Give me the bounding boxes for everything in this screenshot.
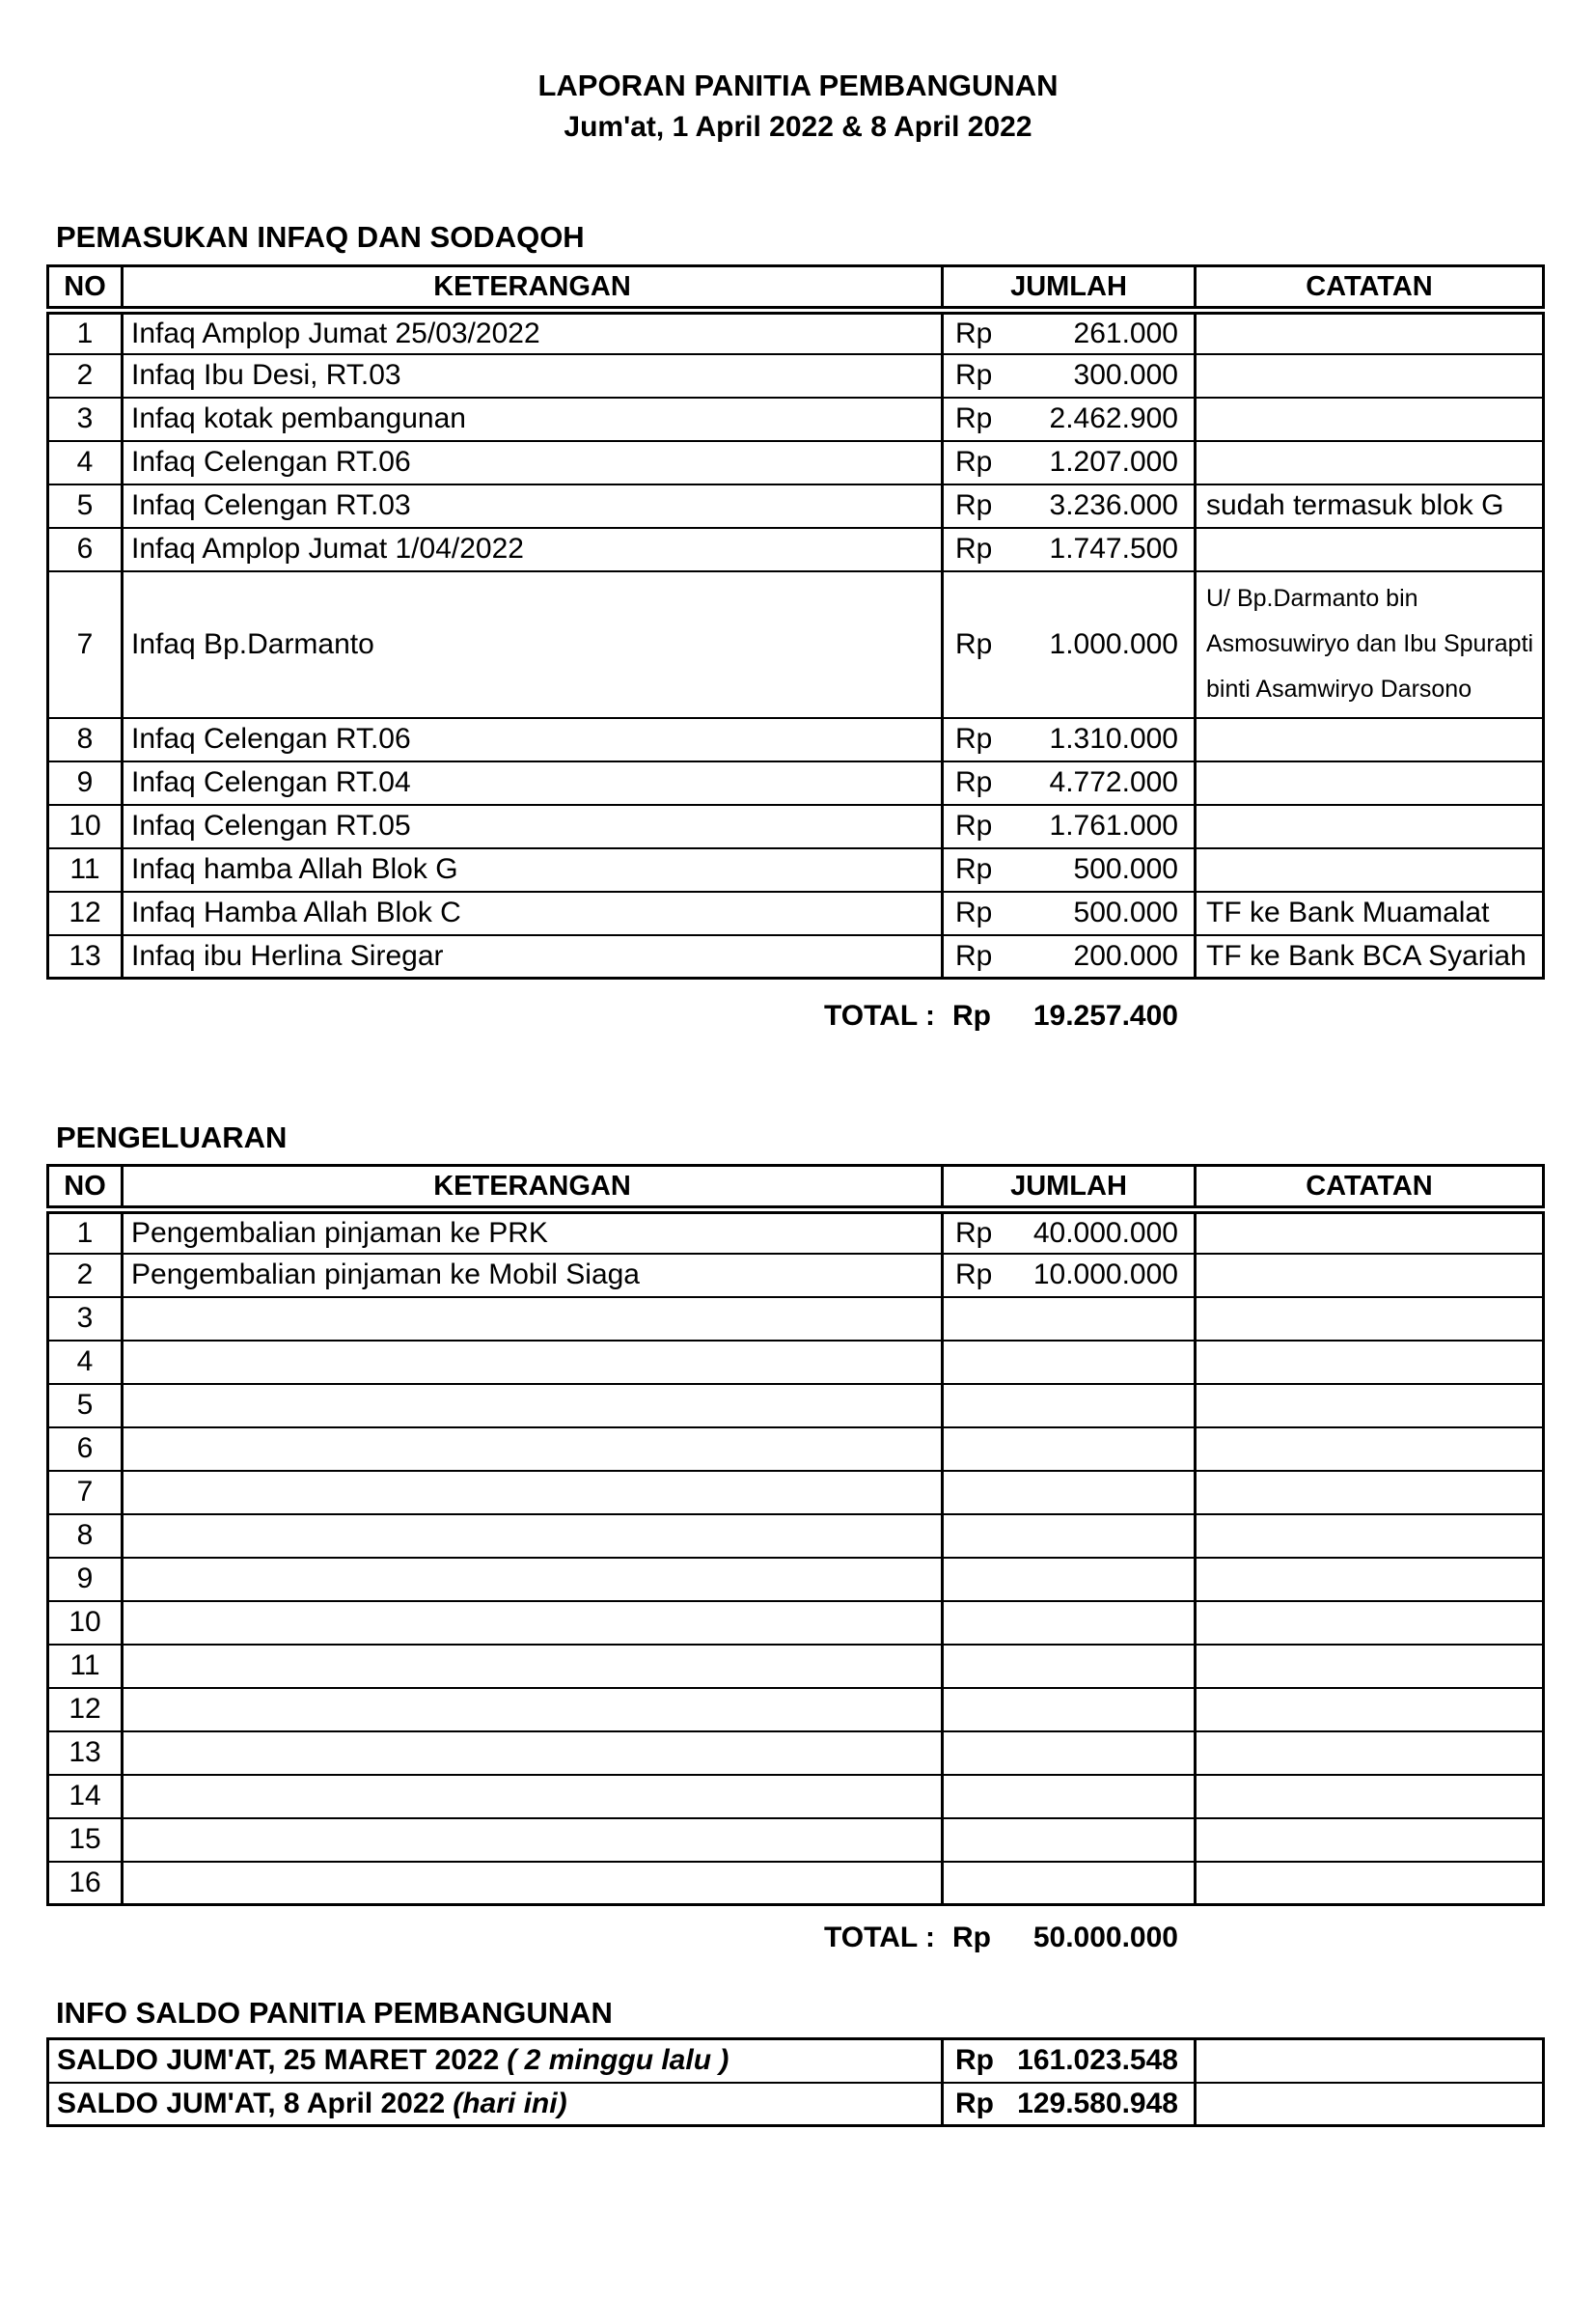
saldo-catatan xyxy=(1196,2039,1544,2083)
row-jumlah xyxy=(943,528,1196,571)
row-no: 9 xyxy=(48,761,123,805)
col-header-catatan: CATATAN xyxy=(1196,1166,1544,1210)
row-no: 13 xyxy=(48,935,123,979)
amount: 3.236.000 xyxy=(1049,489,1178,521)
amount: 2.462.900 xyxy=(1049,402,1178,434)
row-jumlah xyxy=(943,1775,1196,1818)
row-no: 10 xyxy=(48,1601,123,1645)
row-no: 1 xyxy=(48,1210,123,1254)
currency-label: Rp xyxy=(955,2087,994,2119)
table-row xyxy=(48,848,1544,892)
row-catatan xyxy=(1196,441,1544,484)
row-no: 11 xyxy=(48,848,123,892)
row-no: 12 xyxy=(48,1688,123,1731)
currency-label: Rp xyxy=(952,999,991,1032)
row-no: 11 xyxy=(48,1645,123,1688)
row-catatan xyxy=(1196,1210,1544,1254)
table-row xyxy=(48,1471,1544,1514)
col-header-jumlah: JUMLAH xyxy=(943,266,1196,311)
table-row xyxy=(48,1731,1544,1775)
total-label: TOTAL : xyxy=(824,999,935,1032)
row-catatan xyxy=(1196,1341,1544,1384)
row-no: 4 xyxy=(48,441,123,484)
row-jumlah xyxy=(943,1427,1196,1471)
table-row xyxy=(48,354,1544,398)
row-jumlah xyxy=(943,441,1196,484)
income-table xyxy=(46,264,1545,980)
saldo-note: (hari ini) xyxy=(453,2087,567,2119)
amount: 161.023.548 xyxy=(1017,2044,1178,2077)
amount: 1.207.000 xyxy=(1049,446,1178,478)
row-keterangan: Infaq Amplop Jumat 1/04/2022 xyxy=(123,528,943,571)
currency-label: Rp xyxy=(955,317,993,349)
income-header-row xyxy=(48,266,1544,311)
table-row xyxy=(48,1862,1544,1905)
table-row xyxy=(48,761,1544,805)
row-keterangan xyxy=(123,1341,943,1384)
row-catatan xyxy=(1196,805,1544,848)
row-jumlah xyxy=(943,1688,1196,1731)
row-catatan xyxy=(1196,1254,1544,1297)
total-label: TOTAL : xyxy=(824,1921,935,1953)
currency-label: Rp xyxy=(955,533,993,565)
row-no: 8 xyxy=(48,1514,123,1558)
row-catatan xyxy=(1196,1601,1544,1645)
row-jumlah xyxy=(943,1601,1196,1645)
row-keterangan xyxy=(123,1862,943,1905)
row-jumlah xyxy=(943,761,1196,805)
row-no: 4 xyxy=(48,1341,123,1384)
table-row xyxy=(48,528,1544,571)
catatan-line: binti Asamwiryo Darsono xyxy=(1206,676,1472,703)
row-no: 5 xyxy=(48,484,123,528)
saldo-jumlah xyxy=(943,2039,1196,2083)
row-keterangan: Infaq Bp.Darmanto xyxy=(123,571,943,718)
table-row xyxy=(48,1254,1544,1297)
row-jumlah xyxy=(943,1862,1196,1905)
row-keterangan: Infaq Celengan RT.05 xyxy=(123,805,943,848)
table-row xyxy=(48,1210,1544,1254)
saldo-label xyxy=(48,2039,943,2083)
row-no: 8 xyxy=(48,718,123,761)
row-jumlah xyxy=(943,571,1196,718)
row-no: 3 xyxy=(48,1297,123,1341)
row-keterangan: Infaq Celengan RT.06 xyxy=(123,441,943,484)
amount: 200.000 xyxy=(1073,939,1178,972)
row-jumlah xyxy=(943,1558,1196,1601)
row-jumlah xyxy=(943,484,1196,528)
row-no: 9 xyxy=(48,1558,123,1601)
table-row xyxy=(48,1384,1544,1427)
currency-label: Rp xyxy=(955,810,993,842)
amount: 1.747.500 xyxy=(1049,533,1178,565)
table-row xyxy=(48,1558,1544,1601)
row-jumlah xyxy=(943,311,1196,354)
row-catatan: sudah termasuk blok G xyxy=(1196,484,1544,528)
page-title: LAPORAN PANITIA PEMBANGUNAN xyxy=(537,69,1059,102)
expense-header-row xyxy=(48,1166,1544,1210)
row-no: 15 xyxy=(48,1818,123,1862)
table-row xyxy=(48,892,1544,935)
total-amount: 19.257.400 xyxy=(1032,999,1178,1032)
currency-label: Rp xyxy=(955,627,993,660)
row-jumlah xyxy=(943,1731,1196,1775)
row-no: 7 xyxy=(48,1471,123,1514)
row-keterangan xyxy=(123,1601,943,1645)
row-keterangan: Infaq Celengan RT.04 xyxy=(123,761,943,805)
total-amount: 50.000.000 xyxy=(1032,1921,1178,1953)
amount: 500.000 xyxy=(1073,853,1178,885)
currency-label: Rp xyxy=(955,897,993,928)
row-keterangan: Infaq Amplop Jumat 25/03/2022 xyxy=(123,311,943,354)
row-keterangan: Infaq kotak pembangunan xyxy=(123,398,943,441)
catatan-line: Asmosuwiryo dan Ibu Spurapti xyxy=(1206,630,1534,657)
currency-label: Rp xyxy=(955,489,993,521)
income-total-row xyxy=(46,994,1542,1038)
table-row xyxy=(48,1514,1544,1558)
saldo-catatan xyxy=(1196,2083,1544,2126)
row-no: 7 xyxy=(48,571,123,718)
row-catatan xyxy=(1196,1471,1544,1514)
row-no: 3 xyxy=(48,398,123,441)
row-no: 1 xyxy=(48,311,123,354)
row-keterangan xyxy=(123,1645,943,1688)
row-keterangan xyxy=(123,1514,943,1558)
table-row xyxy=(48,1818,1544,1862)
amount: 1.000.000 xyxy=(1049,627,1178,660)
row-jumlah xyxy=(943,1514,1196,1558)
row-catatan xyxy=(1196,311,1544,354)
row-no: 6 xyxy=(48,1427,123,1471)
row-catatan xyxy=(1196,1514,1544,1558)
row-catatan xyxy=(1196,1297,1544,1341)
table-row xyxy=(48,441,1544,484)
report-title-block xyxy=(0,68,1596,145)
col-header-jumlah: JUMLAH xyxy=(943,1166,1196,1210)
table-row xyxy=(48,1297,1544,1341)
row-catatan xyxy=(1196,848,1544,892)
row-no: 13 xyxy=(48,1731,123,1775)
row-no: 12 xyxy=(48,892,123,935)
row-no: 2 xyxy=(48,1254,123,1297)
row-keterangan: Infaq Hamba Allah Blok C xyxy=(123,892,943,935)
table-row xyxy=(48,1688,1544,1731)
row-jumlah xyxy=(943,935,1196,979)
row-catatan: TF ke Bank Muamalat xyxy=(1196,892,1544,935)
col-header-keterangan: KETERANGAN xyxy=(123,1166,943,1210)
currency-label: Rp xyxy=(952,1921,991,1953)
row-jumlah xyxy=(943,1384,1196,1427)
row-keterangan xyxy=(123,1731,943,1775)
row-jumlah xyxy=(943,1297,1196,1341)
row-keterangan: Infaq Ibu Desi, RT.03 xyxy=(123,354,943,398)
expense-section-heading: PENGELUARAN xyxy=(56,1120,288,1154)
amount: 10.000.000 xyxy=(1032,1259,1178,1290)
currency-label: Rp xyxy=(955,402,993,434)
row-catatan xyxy=(1196,1731,1544,1775)
row-catatan: TF ke Bank BCA Syariah xyxy=(1196,935,1544,979)
saldo-jumlah xyxy=(943,2083,1196,2126)
row-no: 5 xyxy=(48,1384,123,1427)
row-keterangan xyxy=(123,1427,943,1471)
report-page xyxy=(0,68,1596,2324)
currency-label: Rp xyxy=(955,766,993,798)
row-keterangan: Infaq ibu Herlina Siregar xyxy=(123,935,943,979)
row-catatan xyxy=(1196,1645,1544,1688)
row-jumlah xyxy=(943,1818,1196,1862)
row-keterangan: Infaq Celengan RT.03 xyxy=(123,484,943,528)
row-keterangan: Infaq Celengan RT.06 xyxy=(123,718,943,761)
col-header-catatan: CATATAN xyxy=(1196,266,1544,311)
row-catatan xyxy=(1196,761,1544,805)
saldo-label xyxy=(48,2083,943,2126)
saldo-date-label: SALDO JUM'AT, 25 MARET 2022 xyxy=(57,2044,500,2077)
currency-label: Rp xyxy=(955,2044,994,2077)
row-jumlah xyxy=(943,1254,1196,1297)
table-row xyxy=(48,484,1544,528)
table-row xyxy=(48,311,1544,354)
table-row xyxy=(48,1775,1544,1818)
row-jumlah xyxy=(943,805,1196,848)
table-row xyxy=(48,571,1544,718)
income-section-heading: PEMASUKAN INFAQ DAN SODAQOH xyxy=(56,220,585,254)
table-row xyxy=(48,1427,1544,1471)
row-keterangan xyxy=(123,1688,943,1731)
saldo-table xyxy=(46,2037,1545,2127)
saldo-section-heading: INFO SALDO PANITIA PEMBANGUNAN xyxy=(56,1996,613,2030)
saldo-note: ( 2 minggu lalu ) xyxy=(507,2044,729,2077)
currency-label: Rp xyxy=(955,723,993,755)
currency-label: Rp xyxy=(955,446,993,478)
row-jumlah xyxy=(943,354,1196,398)
amount: 261.000 xyxy=(1073,317,1178,349)
row-catatan xyxy=(1196,1818,1544,1862)
table-row xyxy=(48,805,1544,848)
row-catatan xyxy=(1196,571,1544,718)
row-jumlah xyxy=(943,1210,1196,1254)
row-keterangan: Infaq hamba Allah Blok G xyxy=(123,848,943,892)
row-jumlah xyxy=(943,848,1196,892)
table-row xyxy=(48,1601,1544,1645)
table-row xyxy=(48,1341,1544,1384)
table-row xyxy=(48,935,1544,979)
row-catatan xyxy=(1196,1862,1544,1905)
row-jumlah xyxy=(943,1471,1196,1514)
expense-total-row xyxy=(46,1916,1542,1959)
row-no: 14 xyxy=(48,1775,123,1818)
amount: 129.580.948 xyxy=(1017,2087,1178,2119)
row-catatan xyxy=(1196,1558,1544,1601)
row-catatan xyxy=(1196,528,1544,571)
row-jumlah xyxy=(943,892,1196,935)
row-catatan xyxy=(1196,1775,1544,1818)
saldo-date-label: SALDO JUM'AT, 8 April 2022 xyxy=(57,2087,446,2119)
table-row xyxy=(48,718,1544,761)
row-keterangan xyxy=(123,1818,943,1862)
amount: 500.000 xyxy=(1073,897,1178,928)
row-keterangan xyxy=(123,1775,943,1818)
table-row xyxy=(48,398,1544,441)
table-row xyxy=(48,2083,1544,2126)
amount: 1.310.000 xyxy=(1049,723,1178,755)
currency-label: Rp xyxy=(955,1216,993,1249)
table-row xyxy=(48,1645,1544,1688)
expense-table xyxy=(46,1164,1545,1906)
amount: 300.000 xyxy=(1073,359,1178,391)
row-jumlah xyxy=(943,1645,1196,1688)
report-date: Jum'at, 1 April 2022 & 8 April 2022 xyxy=(564,111,1032,143)
row-catatan xyxy=(1196,718,1544,761)
row-keterangan: Pengembalian pinjaman ke Mobil Siaga xyxy=(123,1254,943,1297)
currency-label: Rp xyxy=(955,1259,993,1290)
row-jumlah xyxy=(943,398,1196,441)
row-keterangan xyxy=(123,1297,943,1341)
row-keterangan xyxy=(123,1471,943,1514)
amount: 1.761.000 xyxy=(1049,810,1178,842)
row-keterangan xyxy=(123,1384,943,1427)
row-keterangan: Pengembalian pinjaman ke PRK xyxy=(123,1210,943,1254)
row-no: 2 xyxy=(48,354,123,398)
currency-label: Rp xyxy=(955,853,993,885)
amount: 40.000.000 xyxy=(1032,1216,1178,1249)
currency-label: Rp xyxy=(955,359,993,391)
row-catatan xyxy=(1196,398,1544,441)
row-catatan xyxy=(1196,1384,1544,1427)
col-header-keterangan: KETERANGAN xyxy=(123,266,943,311)
amount: 4.772.000 xyxy=(1049,766,1178,798)
row-catatan xyxy=(1196,354,1544,398)
row-no: 6 xyxy=(48,528,123,571)
catatan-line: U/ Bp.Darmanto bin xyxy=(1206,585,1418,612)
row-keterangan xyxy=(123,1558,943,1601)
row-catatan xyxy=(1196,1688,1544,1731)
row-jumlah xyxy=(943,1341,1196,1384)
table-row xyxy=(48,2039,1544,2083)
currency-label: Rp xyxy=(955,939,993,972)
col-header-no: NO xyxy=(48,266,123,311)
row-jumlah xyxy=(943,718,1196,761)
col-header-no: NO xyxy=(48,1166,123,1210)
row-no: 10 xyxy=(48,805,123,848)
row-catatan xyxy=(1196,1427,1544,1471)
row-no: 16 xyxy=(48,1862,123,1905)
